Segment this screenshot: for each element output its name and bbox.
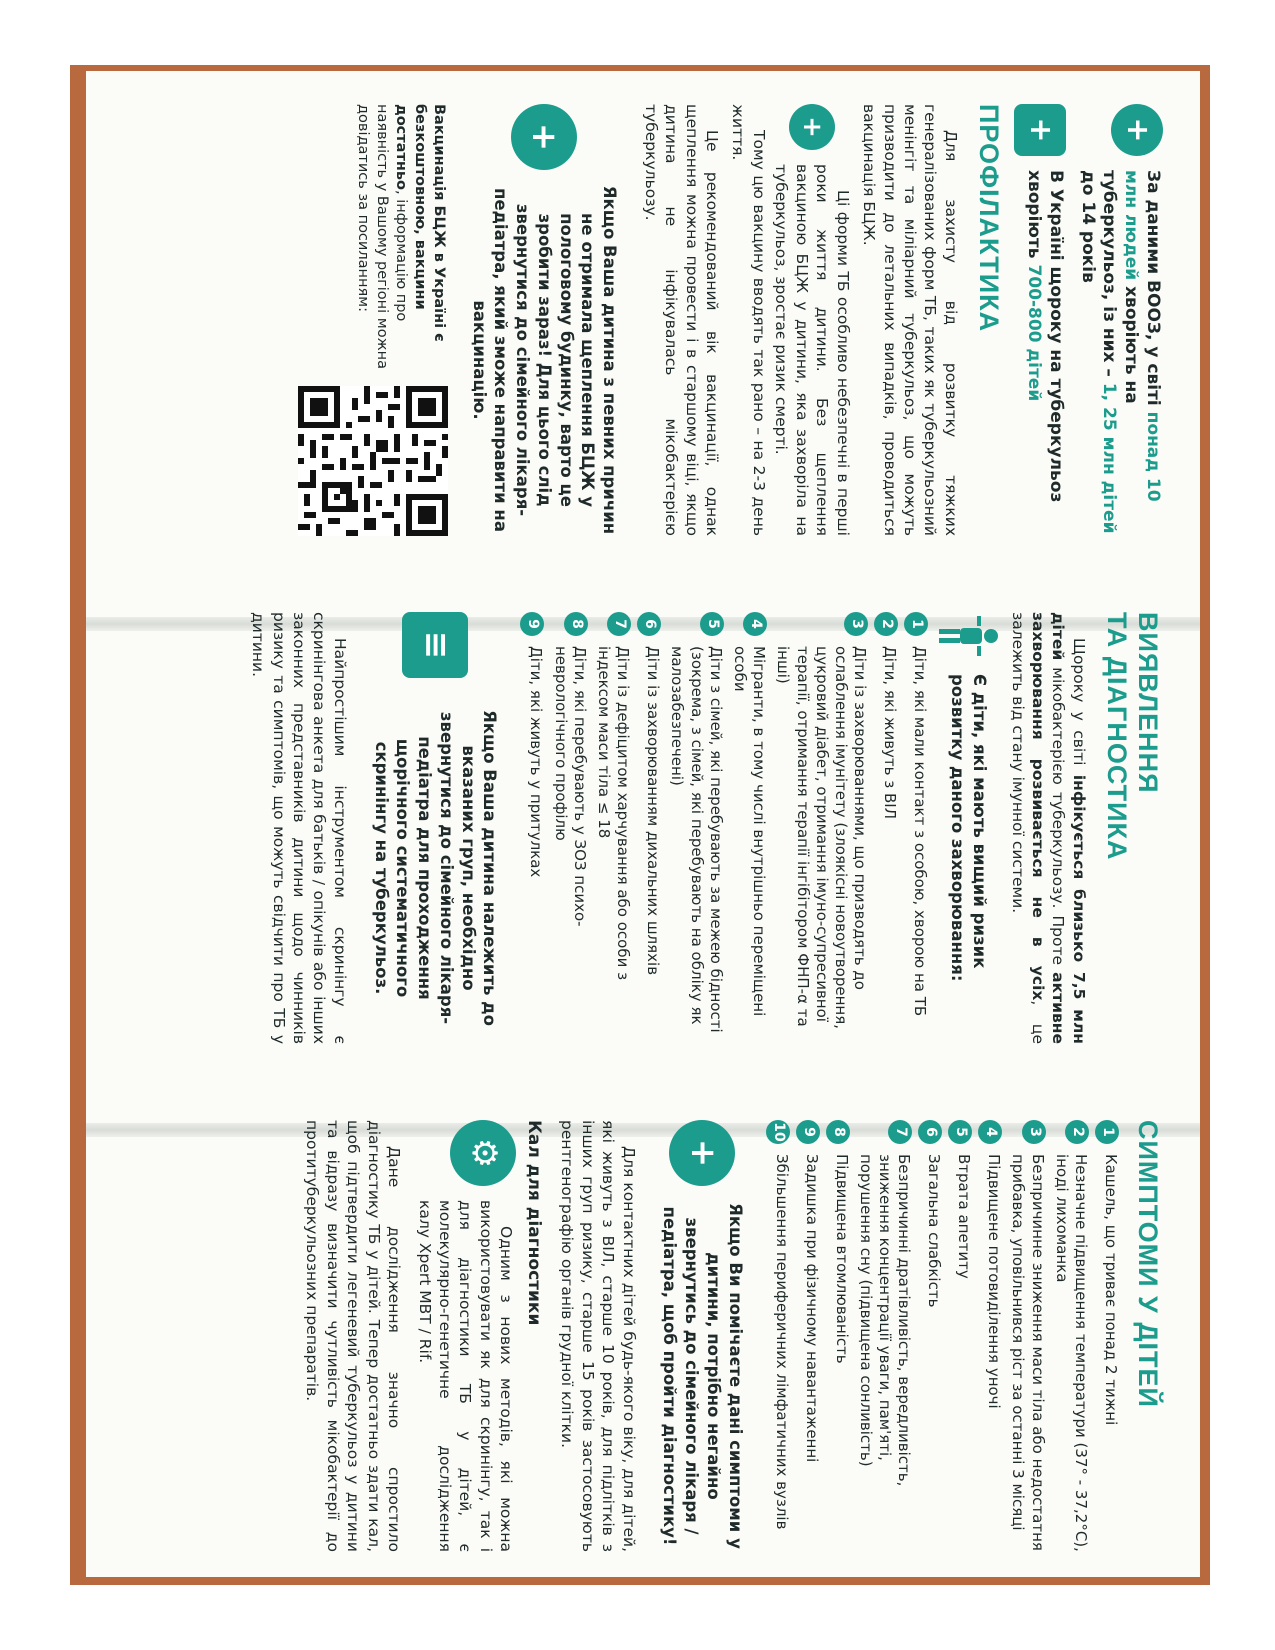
list-item bbox=[1095, 1120, 1120, 1552]
stat-text: хворіють на туберкульоз, із них – bbox=[1099, 170, 1142, 404]
vaccine-availability-note bbox=[354, 104, 448, 372]
ukraine-map-plus-icon: + bbox=[1014, 104, 1066, 156]
family-plus-icon: + bbox=[669, 1120, 735, 1186]
list-item-text: Кашель, що триває понад 2 тижні bbox=[1101, 1154, 1120, 1426]
microscope-icon: ⚙ bbox=[450, 1120, 516, 1186]
intro-text: Щороку у світі bbox=[1069, 638, 1088, 775]
number-badge: 3 bbox=[844, 612, 868, 636]
list-item-text: Діти із дефіцитом харчування або особи з індексом маси тіла ≤ 18 bbox=[595, 646, 633, 981]
panel-prevention bbox=[85, 80, 1185, 560]
list-item-text: Діти із захворюваннями, що призводять до ослаблення імунітету (злоякісні новоутворення, цукровий діабет, отримання імуно-супресивної терапії, отримання терапії інгібітором ФНП-α та інші) bbox=[774, 646, 870, 1029]
list-item-text: Діти, які живуть у притулках bbox=[527, 646, 546, 878]
leaflet-content bbox=[85, 80, 1185, 1580]
list-item bbox=[856, 1120, 914, 1552]
stat-text: За даними ВООЗ, у світі bbox=[1143, 170, 1163, 412]
symptom-list bbox=[766, 1120, 1120, 1552]
list-item bbox=[730, 612, 768, 1044]
vaccine-note-text: , інформацію про наявність у Вашому регіоні можна довідатись за посиланням: bbox=[355, 104, 410, 370]
list-item bbox=[1008, 1120, 1046, 1552]
paragraph: Для захисту від розвитку тяжких генералізованих форм ТБ, таких як туберкульозний менінгіт та міліарний туберкульоз, що можуть призводити до летальних випадків, проводиться вакцинація БЦЖ. bbox=[860, 104, 960, 536]
number-badge: 6 bbox=[918, 1120, 942, 1144]
risk-heading: Є діти, які мають вищий ризик розвитку даного захворювання: bbox=[948, 674, 989, 982]
number-badge: 3 bbox=[1022, 1120, 1046, 1144]
list-item-text: Діти, які перебувають у ЗОЗ психо-неврологічного профілю bbox=[551, 646, 589, 927]
list-item-text: Незначне підвищення температури (37° - 37,2°С), іноді лихоманка bbox=[1052, 1154, 1090, 1552]
stool-heading: Кал для діагностики bbox=[523, 1120, 544, 1326]
list-item-text: Діти з сімей, які перебувають за межею бідності (зокрема, з сімей, які перебувають на обліку як малозабезпечені) bbox=[668, 646, 725, 1033]
list-item bbox=[520, 612, 545, 1044]
list-item-text: Діти із захворюванням дихальних шляхів bbox=[644, 646, 663, 976]
number-badge: 8 bbox=[564, 612, 588, 636]
list-item bbox=[918, 1120, 943, 1552]
intro-text: , це залежить від стану імунної системи. bbox=[1008, 612, 1047, 1044]
section-title-detection bbox=[1101, 612, 1163, 1044]
detection-intro bbox=[1007, 612, 1089, 1044]
list-item-text: Загальна слабкість bbox=[925, 1154, 944, 1308]
list-item-text: Безпричинне зниження маси тіла або недостатня прибавка, уповільнився ріст за останні 3 місяці bbox=[1009, 1154, 1047, 1551]
clipboard-syringe-icon: ≡ bbox=[402, 612, 468, 678]
list-item bbox=[550, 612, 588, 1044]
number-badge: 7 bbox=[607, 612, 631, 636]
stat-world bbox=[1076, 104, 1163, 536]
paragraph: Для контактних дітей будь-якого віку, для дітей, які живуть з ВІЛ, старше 10 років, для підлітків з інших груп ризику, старше 15 років застосовують рентгенографію органів грудної клітки. bbox=[558, 1120, 638, 1552]
number-badge: 10 bbox=[766, 1120, 790, 1144]
list-item bbox=[594, 612, 632, 1044]
list-item-text: Безпричинні дратівливість, вередливість, зниження концентрації уваги, пам'яті, порушення сну (підвищена сонливість) bbox=[856, 1154, 914, 1487]
vaccine-call-to-action: Якщо Ваша дитина з певних причин не отримала щеплення БЦЖ у пологовому будинку, варто це зробити зараз! Для цього слід звернутися до сімейного лікаря-педіатра, який зможе направити на вакцинацію. bbox=[469, 185, 620, 535]
list-item-text: Задишка при фізичному навантаженні bbox=[802, 1154, 821, 1463]
title-line: ВИЯВЛЕННЯ bbox=[1133, 612, 1163, 794]
list-item bbox=[796, 1120, 821, 1552]
stat-highlight: понад 10 млн людей bbox=[1121, 170, 1163, 502]
paragraph: Ці форми ТБ особливо небезпечні в перші роки життя дитини. Без щеплення вакциною БЦЖ у дитини, яка захворіла на туберкульоз, зростає ризик смерті. bbox=[772, 164, 852, 536]
list-item bbox=[948, 1120, 973, 1552]
vaccine-note-bold: Вакцинація БЦЖ в Україні є безкоштовною, вакцини достатньо bbox=[393, 104, 447, 342]
stat-text: до 14 років bbox=[1077, 170, 1098, 283]
list-item-text: Підвищене потовиділення уночі bbox=[985, 1154, 1004, 1409]
list-item-text: Втрата апетиту bbox=[955, 1154, 974, 1279]
list-item-text: Підвищена втомлюваність bbox=[832, 1154, 851, 1364]
number-badge: 4 bbox=[978, 1120, 1002, 1144]
list-item-text: Мігранти, в тому числі внутрішньо переміщені особи bbox=[730, 646, 769, 1017]
screening-call-to-action: Якщо Ваша дитина належить до вказаних груп, необхідно звернутися до сімейного лікаря-педіатра для проходження щорічного систематичного скринінгу на туберкульоз. bbox=[371, 710, 500, 1026]
number-badge: 5 bbox=[700, 612, 724, 636]
intro-bold: інфікується близько 7,5 млн дітей bbox=[1049, 612, 1088, 1045]
number-badge: 6 bbox=[637, 612, 661, 636]
panel-symptoms bbox=[85, 1096, 1185, 1576]
number-badge: 8 bbox=[826, 1120, 850, 1144]
hand-medical-cross-icon: + bbox=[789, 104, 835, 150]
symptoms-call-to-action: Якщо Ви помічаєте дані симптоми у дитини, потрібно негайно звернутись до сімейного лікаря / педіатра, щоб пройти діагностику! bbox=[660, 1203, 745, 1549]
person-risk-icon bbox=[937, 612, 999, 660]
number-badge: 9 bbox=[796, 1120, 820, 1144]
doctor-plus-icon: + bbox=[511, 104, 577, 170]
number-badge: 5 bbox=[948, 1120, 972, 1144]
title-line: ТА ДІАГНОСТИКА bbox=[1101, 612, 1132, 861]
list-item bbox=[978, 1120, 1003, 1552]
risk-list bbox=[520, 612, 929, 1044]
globe-plus-icon: + bbox=[1111, 104, 1163, 156]
paragraph: Найпростішим інструментом скринінгу є скринінгова анкета для батьків / опікунів або інших законних представників дитини щодо чинників ризику та симптомів, що можуть свідчити про ТБ у дитини. bbox=[249, 612, 349, 1044]
qr-code[interactable] bbox=[298, 386, 448, 536]
section-title-prevention: ПРОФІЛАКТИКА bbox=[974, 104, 1004, 333]
stat-highlight: 1, 25 млн дітей bbox=[1099, 382, 1120, 534]
list-item bbox=[904, 612, 929, 1044]
number-badge: 1 bbox=[1095, 1120, 1119, 1144]
list-item bbox=[826, 1120, 851, 1552]
number-badge: 2 bbox=[874, 612, 898, 636]
list-item bbox=[1052, 1120, 1090, 1552]
stat-highlight: 700-800 дітей bbox=[1024, 264, 1045, 402]
list-item bbox=[637, 612, 662, 1044]
number-badge: 9 bbox=[520, 612, 544, 636]
panel-detection bbox=[85, 588, 1185, 1068]
list-item-text: Діти, які живуть з ВІЛ bbox=[881, 646, 900, 819]
list-item bbox=[766, 1120, 791, 1552]
list-item bbox=[667, 612, 725, 1044]
number-badge: 1 bbox=[904, 612, 928, 636]
number-badge: 7 bbox=[888, 1120, 912, 1144]
number-badge: 4 bbox=[743, 612, 767, 636]
intro-bold: активне захворювання розвивається не в усіх bbox=[1029, 612, 1068, 1044]
list-item bbox=[773, 612, 869, 1044]
section-title-symptoms: СИМПТОМИ У ДІТЕЙ bbox=[1133, 1120, 1163, 1408]
paragraph: Одним з нових методів, які можна використовувати як для скринінгу, так і для діагностики ТБ у дітей, є молекулярно-генетичне дослідження калу Xpert MBT / Rif. bbox=[415, 1200, 516, 1552]
stat-text: В Україні щороку на туберкульоз хворіють bbox=[1024, 170, 1066, 503]
list-item-text: Діти, які мали контакт з особою, хворою на ТБ bbox=[911, 646, 930, 1017]
paragraph: Тому цю вакцину вводять так рано – на 2-3 день життя. bbox=[729, 104, 768, 536]
intro-text: мікобактерією туберкульозу. Проте bbox=[1049, 660, 1068, 973]
number-badge: 2 bbox=[1065, 1120, 1089, 1144]
list-item-text: Збільшення периферичних лімфатичних вузлів bbox=[772, 1154, 791, 1530]
paragraph: Це рекомендований вік вакцинації, однак щеплення можна провести і в старшому віці, якщо дитина не інфікувалась мікобактерією туберкульозу. bbox=[641, 104, 721, 536]
paragraph: Дане дослідження значно спростило діагностику ТБ у дітей. Тепер достатньо здати кал, щоб підтвердити легеневий туберкульоз у дитини та відразу визначити чутливість мікобактерії до протитуберкульозних препаратів. bbox=[303, 1120, 404, 1552]
list-item bbox=[874, 612, 899, 1044]
stat-ukraine bbox=[1014, 104, 1066, 536]
